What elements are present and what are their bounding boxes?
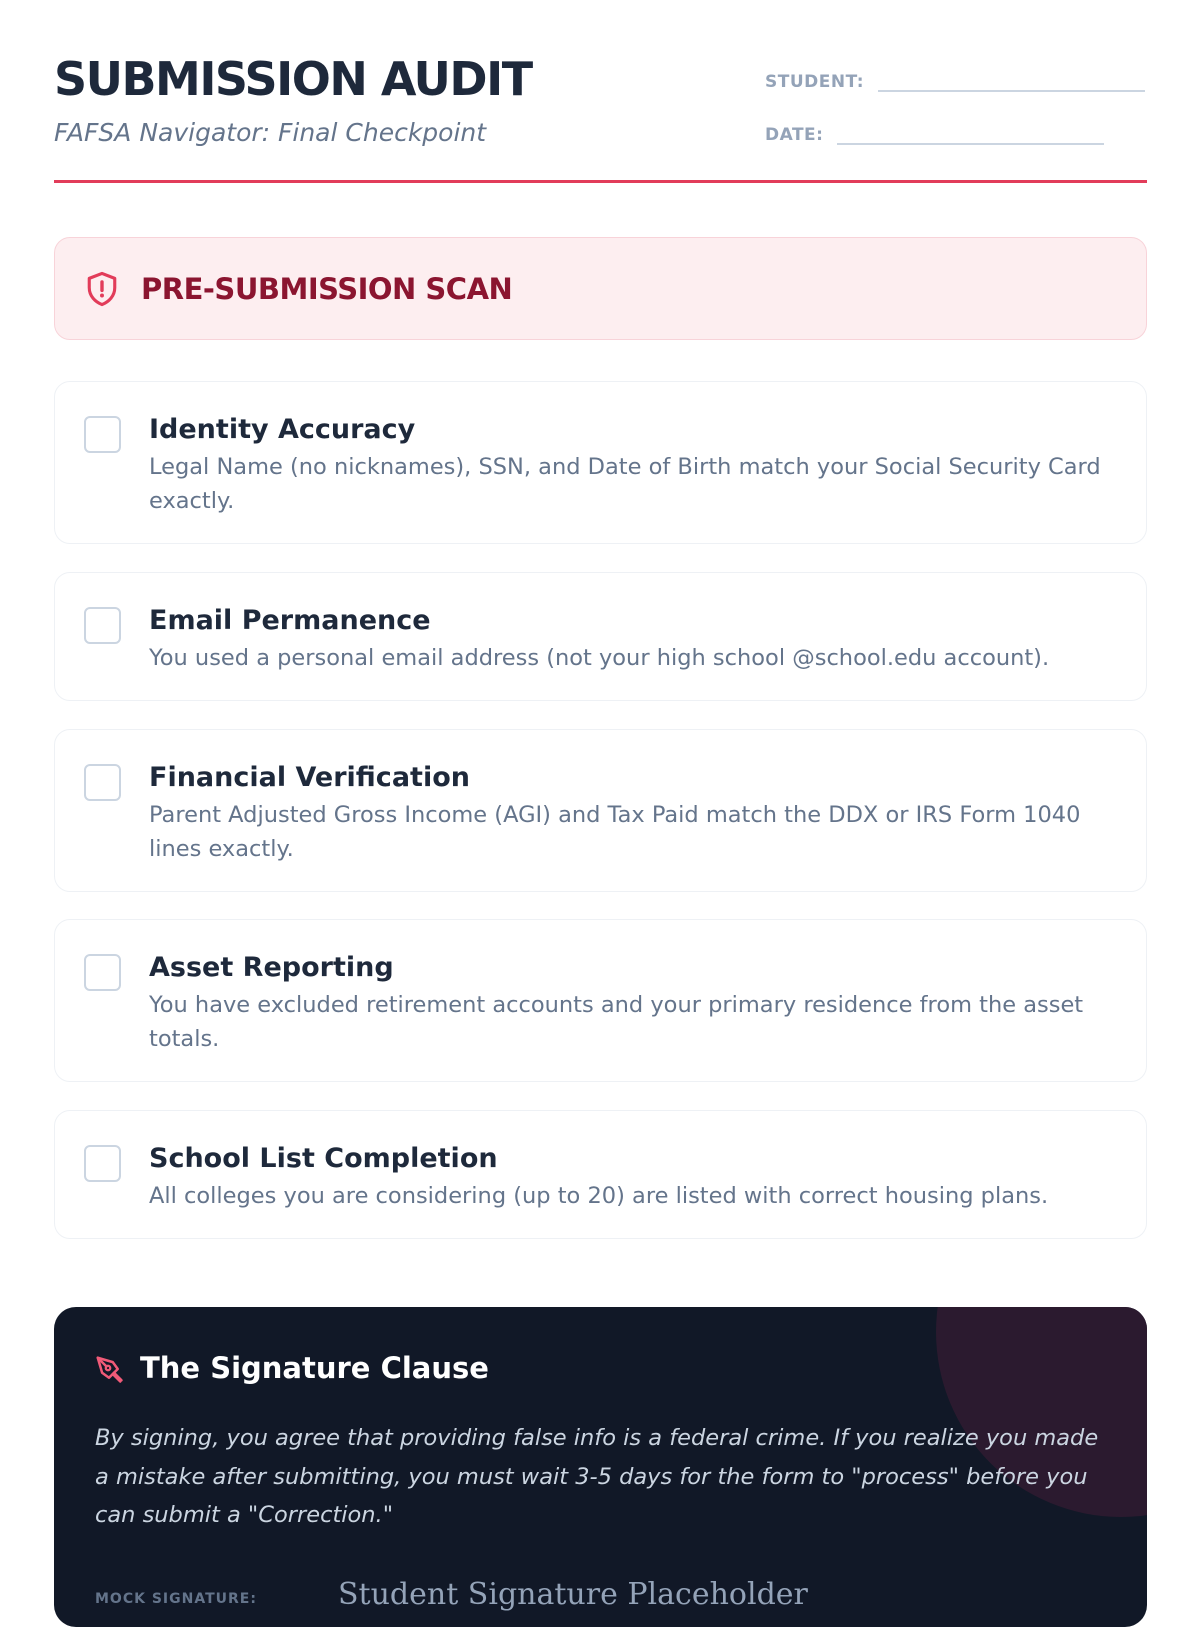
email-permanence-checkbox[interactable] bbox=[84, 607, 121, 644]
date-input-line[interactable] bbox=[837, 117, 1104, 145]
student-input-line[interactable] bbox=[878, 64, 1145, 92]
checklist-item-identity-accuracy bbox=[54, 381, 1147, 544]
checklist-item-description: You have excluded retirement accounts and your primary residence from the asset totals. bbox=[149, 992, 1084, 1052]
shield-alert-icon bbox=[85, 270, 119, 308]
checklist-item-title: Email Permanence bbox=[149, 605, 431, 636]
checklist-item-title: Identity Accuracy bbox=[149, 414, 416, 445]
header bbox=[54, 0, 1147, 183]
mock-signature-value[interactable]: Student Signature Placeholder bbox=[338, 1577, 808, 1612]
mock-signature-label: MOCK SIGNATURE: bbox=[95, 1591, 257, 1607]
date-label: DATE: bbox=[765, 125, 824, 145]
student-field bbox=[765, 64, 1145, 92]
financial-verification-checkbox[interactable] bbox=[84, 764, 121, 801]
checklist-item-title: Financial Verification bbox=[149, 762, 470, 793]
student-label: STUDENT: bbox=[765, 72, 865, 92]
page-title: SUBMISSION AUDIT bbox=[54, 52, 532, 106]
signature-clause-title: The Signature Clause bbox=[140, 1351, 489, 1385]
checklist-item-asset-reporting bbox=[54, 919, 1147, 1082]
checklist-item-description: You used a personal email address (not your high school @school.edu account). bbox=[149, 645, 1050, 671]
checklist-item-title: School List Completion bbox=[149, 1143, 498, 1174]
checklist-item-school-list-completion bbox=[54, 1110, 1147, 1239]
pre-submission-scan-banner bbox=[54, 237, 1147, 340]
checklist-item-title: Asset Reporting bbox=[149, 952, 394, 983]
identity-accuracy-checkbox[interactable] bbox=[84, 416, 121, 453]
audit-page bbox=[54, 0, 1147, 1612]
pen-tool-icon bbox=[94, 1354, 124, 1384]
date-field bbox=[765, 117, 1104, 145]
checklist-item-email-permanence bbox=[54, 572, 1147, 701]
signature-clause-text: By signing, you agree that providing false info is a federal crime. If you realize you made a mistake after submitting, you must wait 3-5 days for the form to "process" before you can submit a "Correction." bbox=[95, 1425, 1099, 1528]
signature-clause-panel bbox=[54, 1307, 1147, 1627]
checklist-item-financial-verification bbox=[54, 729, 1147, 892]
checklist-item-description: Parent Adjusted Gross Income (AGI) and Tax Paid match the DDX or IRS Form 1040 lines exactly. bbox=[149, 802, 1081, 862]
asset-reporting-checkbox[interactable] bbox=[84, 954, 121, 991]
checklist-item-description: All colleges you are considering (up to 20) are listed with correct housing plans. bbox=[149, 1183, 1049, 1209]
scan-title: PRE-SUBMISSION SCAN bbox=[141, 271, 513, 306]
checklist-item-description: Legal Name (no nicknames), SSN, and Date of Birth match your Social Security Card exactly. bbox=[149, 454, 1101, 514]
page-subtitle: FAFSA Navigator: Final Checkpoint bbox=[54, 118, 487, 147]
school-list-completion-checkbox[interactable] bbox=[84, 1145, 121, 1182]
